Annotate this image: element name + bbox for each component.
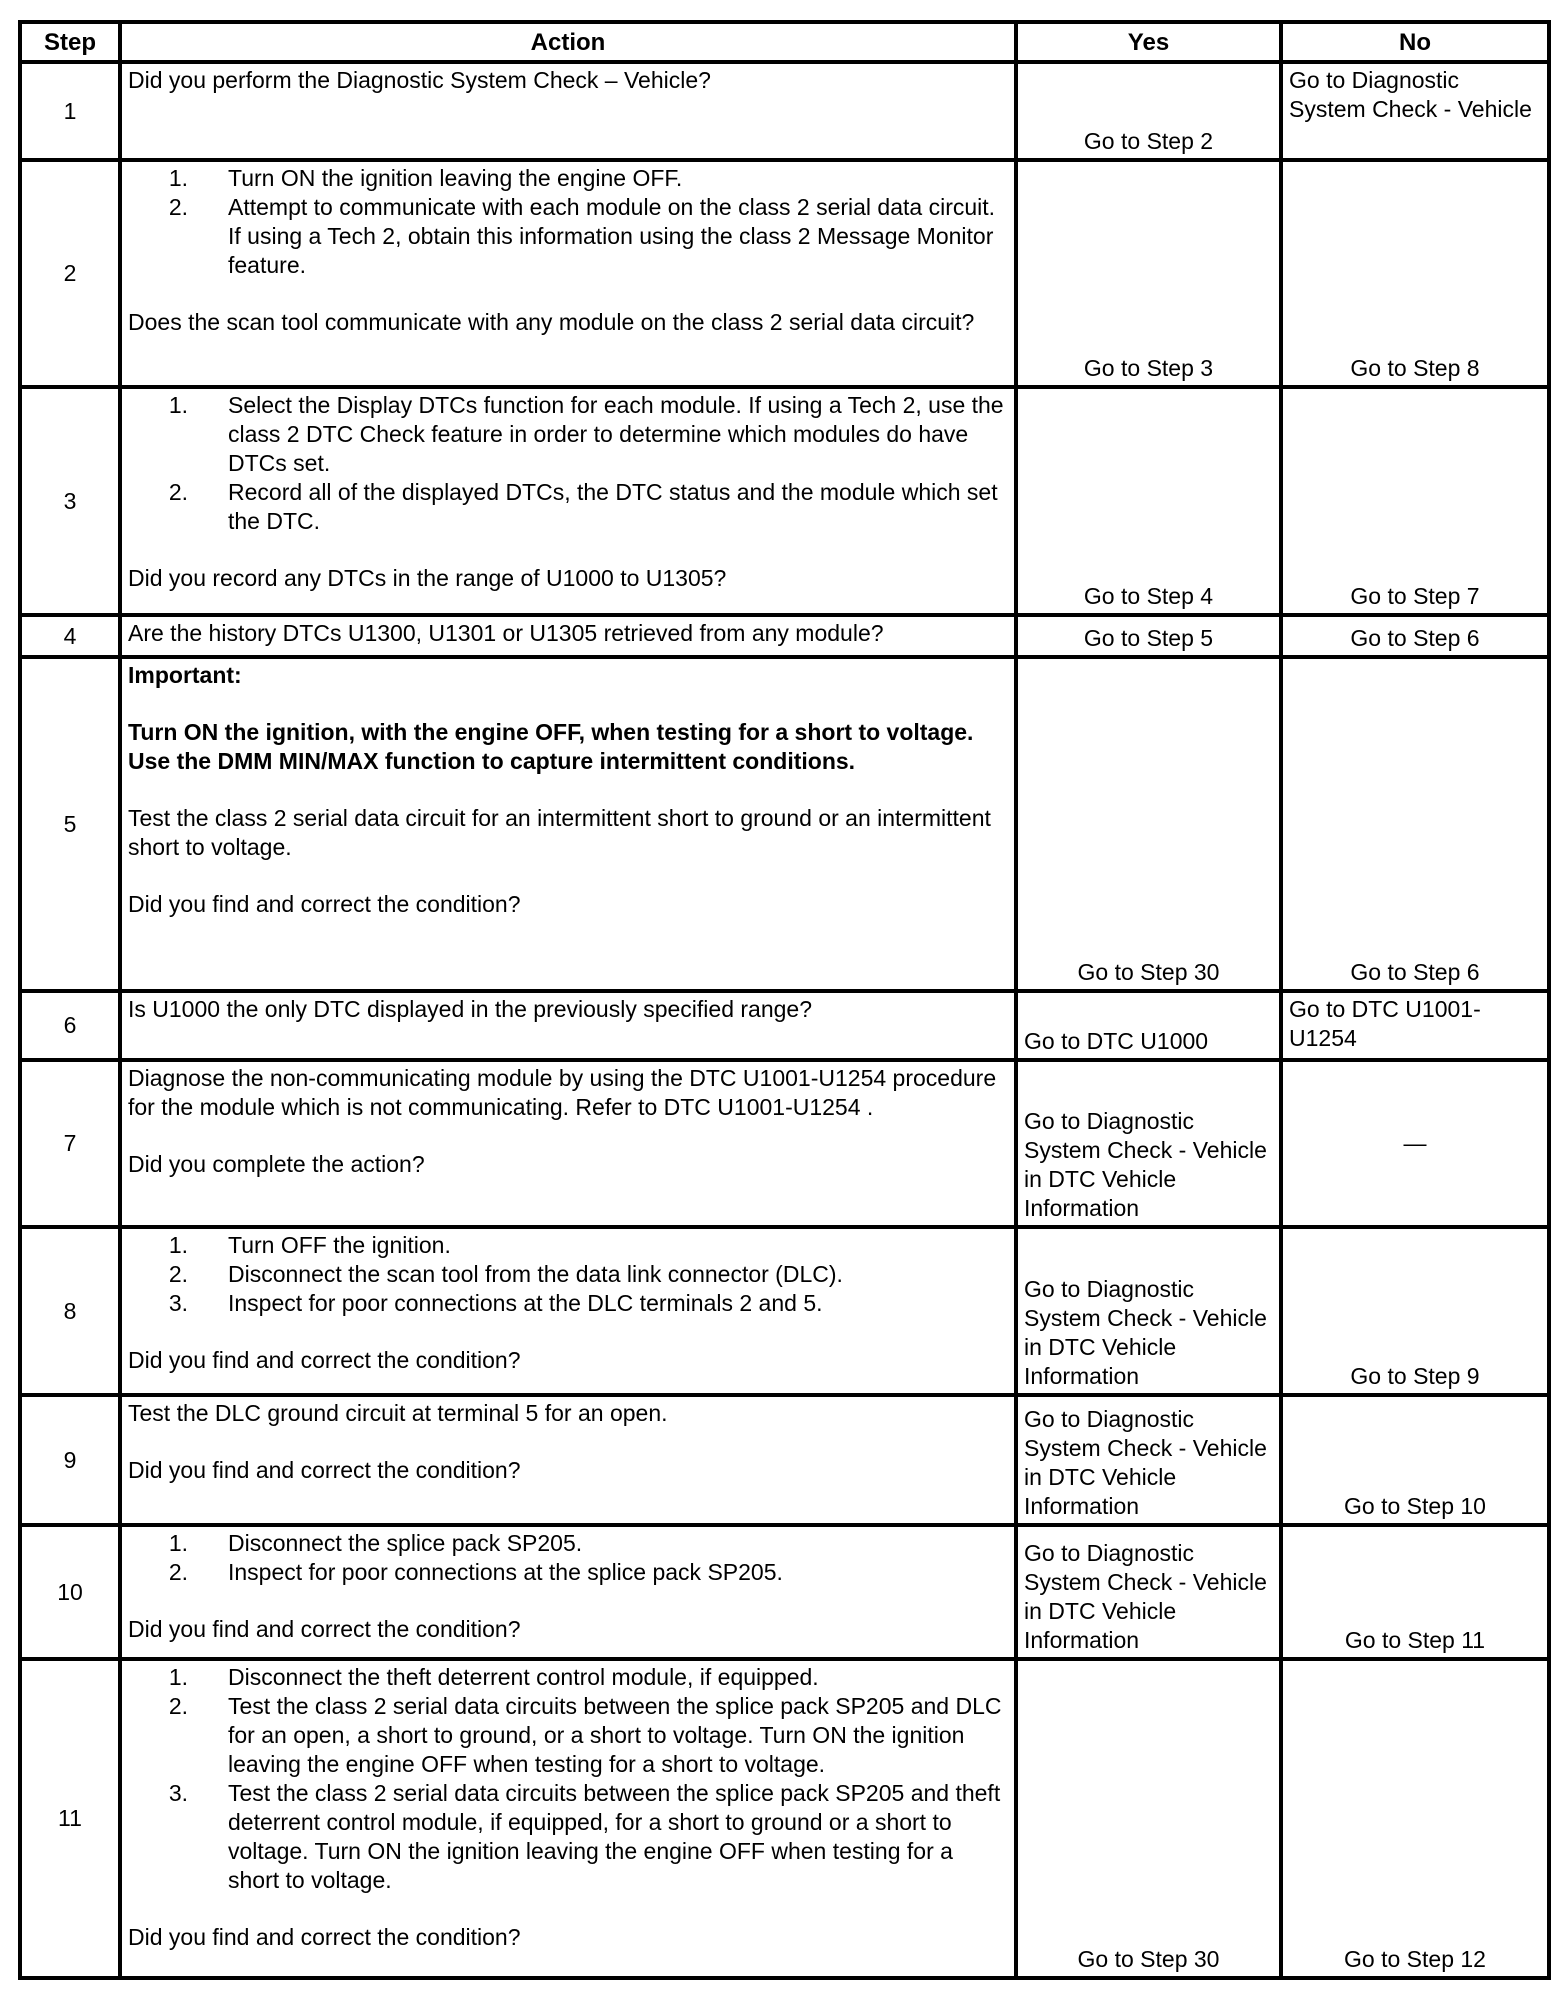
header-yes: Yes [1016,22,1281,62]
action-steps [128,164,1008,280]
table-row [20,1395,1549,1525]
step-number: 7 [20,1060,120,1227]
step-number: 3 [20,387,120,615]
no-cell: Go to Step 9 [1281,1227,1549,1395]
list-item: 2. Inspect for poor connections at the splice pack SP205. [168,1559,783,1585]
header-no: No [1281,22,1549,62]
no-cell: Go to Step 7 [1281,387,1549,615]
action-steps [128,1663,1008,1895]
table-row [20,62,1549,160]
action-cell [120,1525,1016,1659]
list-item: 3. Test the class 2 serial data circuits between the splice pack SP205 and theft deterrent control module, if equipped, for a short to ground or a short to voltage. Turn ON the ignition leaving the engine OFF when testing for a short to voltage. [168,1780,1001,1893]
yes-cell: Go to Step 30 [1016,1659,1281,1978]
yes-cell: Go to Step 5 [1016,615,1281,657]
no-cell: Go to Diagnostic System Check - Vehicle [1281,62,1549,160]
yes-cell: Go to Diagnostic System Check - Vehicle in DTC Vehicle Information [1016,1395,1281,1525]
action-question: Is U1000 the only DTC displayed in the previously specified range? [128,996,812,1022]
list-item: 1. Turn ON the ignition leaving the engine OFF. [168,165,683,191]
yes-cell: Go to Step 2 [1016,62,1281,160]
action-cell [120,160,1016,387]
step-number: 8 [20,1227,120,1395]
step-number: 1 [20,62,120,160]
table-row [20,657,1549,991]
action-text: Diagnose the non-communicating module by using the DTC U1001-U1254 procedure for the module which is not communicating. Refer to DTC U1001-U1254 . [128,1065,997,1120]
action-text: Test the class 2 serial data circuit for an intermittent short to ground or an intermittent short to voltage. [128,805,991,860]
no-cell: Go to Step 6 [1281,657,1549,991]
table-row [20,1525,1549,1659]
action-question: Did you find and correct the condition? [128,1457,521,1483]
action-question: Did you find and correct the condition? [128,1347,521,1373]
table-row [20,615,1549,657]
important-label: Important: [128,662,242,688]
action-cell [120,62,1016,160]
header-row [20,22,1549,62]
action-question: Did you find and correct the condition? [128,891,521,917]
action-text: Test the DLC ground circuit at terminal 5 for an open. [128,1400,668,1426]
important-note: Turn ON the ignition, with the engine OFF, when testing for a short to voltage. Use the DMM MIN/MAX function to capture intermittent conditions. [128,719,974,774]
action-cell [120,1227,1016,1395]
yes-cell: Go to Step 3 [1016,160,1281,387]
step-number: 6 [20,991,120,1060]
step-number: 11 [20,1659,120,1978]
step-number: 4 [20,615,120,657]
yes-cell: Go to Diagnostic System Check - Vehicle in DTC Vehicle Information [1016,1525,1281,1659]
action-question: Did you find and correct the condition? [128,1616,521,1642]
action-cell [120,991,1016,1060]
list-item: 2. Disconnect the scan tool from the data link connector (DLC). [168,1261,843,1287]
diagnostic-table [18,20,1551,1980]
action-cell [120,615,1016,657]
list-item: 3. Inspect for poor connections at the DLC terminals 2 and 5. [168,1290,823,1316]
no-cell: Go to Step 8 [1281,160,1549,387]
action-cell [120,1395,1016,1525]
yes-cell: Go to Step 4 [1016,387,1281,615]
table-row [20,387,1549,615]
yes-cell: Go to Step 30 [1016,657,1281,991]
action-question: Did you perform the Diagnostic System Check – Vehicle? [128,67,711,93]
yes-cell: Go to Diagnostic System Check - Vehicle in DTC Vehicle Information [1016,1060,1281,1227]
list-item: 2. Test the class 2 serial data circuits between the splice pack SP205 and DLC for an open, a short to ground, or a short to voltage. Turn ON the ignition leaving the engine OFF when testing for a short to voltage. [168,1693,1002,1777]
table-row [20,160,1549,387]
table-row [20,991,1549,1060]
action-cell [120,657,1016,991]
action-question: Did you complete the action? [128,1151,425,1177]
no-cell: Go to Step 10 [1281,1395,1549,1525]
list-item: 1. Turn OFF the ignition. [168,1232,451,1258]
step-number: 9 [20,1395,120,1525]
table-row [20,1060,1549,1227]
table-row [20,1227,1549,1395]
no-cell: Go to DTC U1001-U1254 [1281,991,1549,1060]
step-number: 2 [20,160,120,387]
no-cell: Go to Step 12 [1281,1659,1549,1978]
step-number: 5 [20,657,120,991]
action-cell [120,1060,1016,1227]
action-steps [128,1529,1008,1587]
yes-cell: Go to DTC U1000 [1016,991,1281,1060]
list-item: 1. Select the Display DTCs function for each module. If using a Tech 2, use the class 2 DTC Check feature in order to determine which modules do have DTCs set. [168,392,1004,476]
action-question: Did you find and correct the condition? [128,1924,521,1950]
action-cell [120,387,1016,615]
list-item: 2. Attempt to communicate with each module on the class 2 serial data circuit. If using a Tech 2, obtain this information using the class 2 Message Monitor feature. [168,194,996,278]
action-steps [128,391,1008,536]
table-row [20,1659,1549,1978]
action-cell [120,1659,1016,1978]
list-item: 1. Disconnect the theft deterrent control module, if equipped. [168,1664,819,1690]
no-cell: Go to Step 11 [1281,1525,1549,1659]
header-step: Step [20,22,120,62]
action-question: Does the scan tool communicate with any module on the class 2 serial data circuit? [128,309,975,335]
action-question: Did you record any DTCs in the range of U1000 to U1305? [128,565,727,591]
yes-cell: Go to Diagnostic System Check - Vehicle in DTC Vehicle Information [1016,1227,1281,1395]
list-item: 1. Disconnect the splice pack SP205. [168,1530,583,1556]
list-item: 2. Record all of the displayed DTCs, the DTC status and the module which set the DTC. [168,479,998,534]
no-cell: — [1281,1060,1549,1227]
step-number: 10 [20,1525,120,1659]
action-question: Are the history DTCs U1300, U1301 or U1305 retrieved from any module? [128,620,884,646]
no-cell: Go to Step 6 [1281,615,1549,657]
header-action: Action [120,22,1016,62]
action-steps [128,1231,1008,1318]
